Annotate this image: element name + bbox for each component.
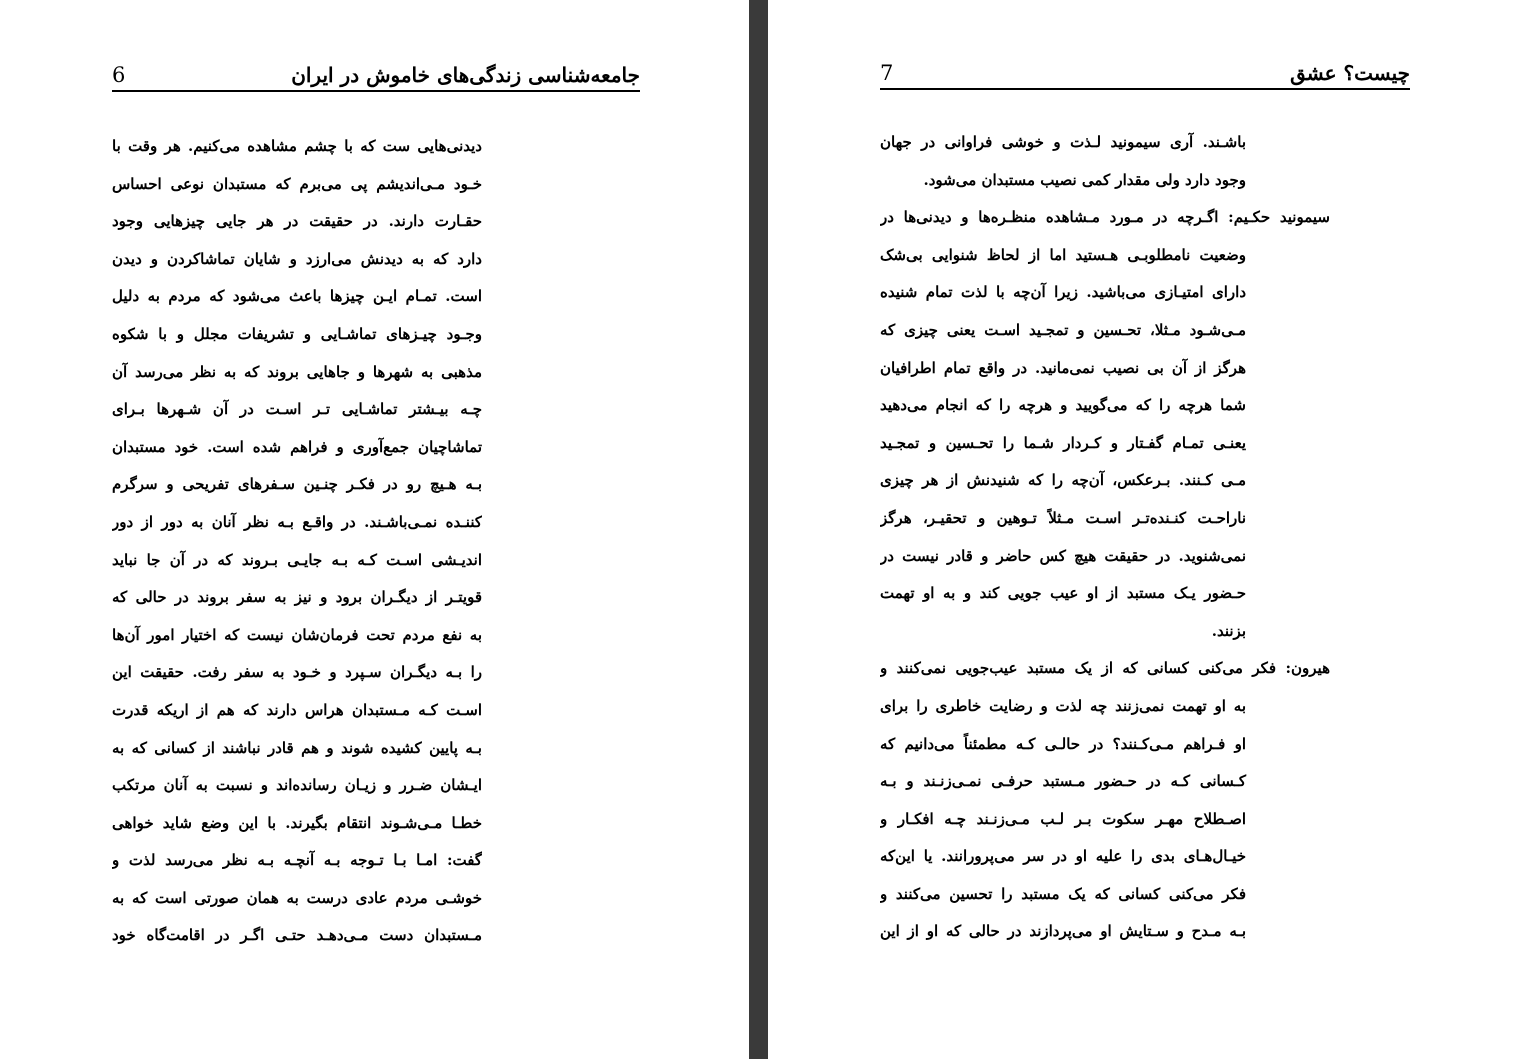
text-line: به او تهمت نمی‌زنند چه لذت و رضایت خاطری را برای [880, 696, 1246, 715]
text-line: دارای امتیـازی می‌باشید. زیرا آن‌چه با لذت تمام شنیده [880, 283, 1246, 302]
text-line: مـستبدان دست مـی‌دهـد حتـی اگـر در اقامت‌گاه خود [112, 926, 482, 945]
book-gutter [749, 0, 768, 1059]
text-line: خطـا مـی‌شـوند انتقام بگیرند. با این وضع شاید خواهی [112, 813, 482, 832]
text-line: بـه پایین کشیده شوند و هم قادر نباشند از کسانی که به [112, 738, 482, 757]
text-line: به نفع مردم تحت فرمان‌شان نیست که اختیار امور آن‌ها [112, 625, 482, 644]
left-page-number: 6 [112, 63, 126, 87]
text-line: کـسانی کـه در حـضور مـستبد حرفـی نمـی‌زنـند و بـه [880, 772, 1246, 791]
text-line: خیـال‌هـای بدی را علیه او در سر می‌پرورانند. یا این‌که [880, 847, 1246, 866]
text-line: بزنند. [1211, 621, 1246, 640]
text-line: نمی‌شنوید. در حقیقت هیچ کس حاضر و قادر نیست در [880, 546, 1246, 565]
text-line: یعنـی تمـام گفـتار و کـردار شـما را تحـسین و تمجـید [880, 433, 1246, 452]
text-line: قویتـر از دیگـران برود و نیز به سفر بروند در حالی که [112, 588, 482, 607]
text-line: اصـطلاح مهـر سکوت بـر لـب مـی‌زنـند چـه افکـار و [880, 809, 1246, 828]
right-page [768, 0, 1520, 1059]
speaker-line: هیرون: فکر می‌کنی کسانی که از یک مستبد عیب‌جویی نمی‌کنند و [880, 659, 1330, 678]
text-line: مـی‌شـود مـثلا، تحـسین و تمجـید اسـت یعنی چیزی که [880, 320, 1246, 339]
text-line: وجـود چیـزهای تماشـایی و تشریفات مجلل و با شکوه [112, 324, 482, 343]
text-line: چـه بیـشتر تماشـایی تـر اسـت در آن شـهرها بـرای [112, 400, 482, 419]
text-line: اندیـشی اسـت کـه بـه جایـی بـروند که در آن جا نباید [112, 550, 482, 569]
text-line: دارد که به دیدنش می‌ارزد و شایان تماشاکردن و دیدن [112, 249, 482, 268]
text-line: بـه مـدح و سـتایش او می‌پردازند در حالی که او از این [880, 922, 1246, 941]
text-line: باشـند. آری سیمونید لـذت و خوشی فراوانی در جهان [880, 133, 1246, 151]
text-line: او فـراهم مـی‌کـنند؟ در حالـی کـه مطمئناً می‌دانیم که [880, 734, 1246, 753]
text-line: تماشاچیان جمع‌آوری و فراهم شده است. خود مستبدان [112, 437, 482, 456]
right-body-text [880, 124, 1330, 951]
text-line: ناراحـت کنـنده‌تـر اسـت مـثلاً تـوهین و تحقیـر، هرگز [880, 508, 1246, 527]
text-line: کننـده نمـی‌باشـند. در واقـع بـه نظر آنان به دور از دور [112, 512, 482, 531]
text-line: خوشـی مردم عادی درست به همان صورتی است که به [112, 888, 482, 907]
text-line: فکر می‌کنی کسانی که یک مستبد را تحسین می‌کنند و [880, 884, 1246, 903]
text-line: بـه هـیچ رو در فکـر چنـین سـفرهای تفریحی و سرگرم [112, 475, 482, 494]
text-line: را بـه دیگـران سـپرد و خـود به سفر رفت. حقیقت این [112, 663, 482, 682]
text-line: حـضور یـک مستبد از او عیب جویی کند و به او تهمت [880, 584, 1246, 603]
text-line: وجود دارد ولی مقدار کمی نصیب مستبدان می‌شود. [923, 170, 1246, 189]
text-line: گفت: امـا بـا تـوجه بـه آنچـه بـه نظر می‌رسد لذت و [112, 851, 482, 870]
text-line: حقـارت دارند. در حقیقت در هر جایی چیزهایی وجود [112, 212, 482, 231]
speaker-line: سیمونید حکـیم: اگـرچه در مـورد مـشاهده منظـره‌ها و دیدنی‌ها در [880, 208, 1330, 227]
text-line: ایـشان ضـرر و زیـان رسانده‌اند و نسبت به آنان مرتکب [112, 776, 482, 795]
left-body-text [112, 128, 482, 955]
left-running-title: جامعه‌شناسی زندگی‌های خاموش در ایران [291, 63, 640, 87]
text-line: وضعیت نامطلوبـی هـستید اما از لحاظ شنوایی بی‌شک [880, 245, 1246, 264]
text-line: مـی کـنند. بـرعکس، آن‌چه را که شنیدنش از هر چیزی [880, 471, 1246, 490]
text-line: شما هرچه را که می‌گویید و هرچه را که انجام می‌دهید [880, 396, 1246, 415]
right-page-number: 7 [880, 61, 894, 85]
text-line: اسـت کـه مـستبدان هراس دارند که هم از اریکه قدرت [112, 700, 482, 719]
left-page [0, 0, 749, 1059]
left-page-header [112, 62, 640, 92]
right-page-header [880, 60, 1410, 90]
text-line: خـود مـی‌اندیشم پی می‌برم که مستبدان نوعی احساس [112, 174, 482, 193]
text-line: است. تمـام ایـن چیزها باعث می‌شود که مردم به دلیل [112, 287, 482, 306]
text-line: هرگز از آن بی نصیب نمی‌مانید. در واقع تمام اطرافیان [880, 358, 1246, 377]
text-line: دیدنی‌هایی ست که با چشم مشاهده می‌کنیم. هر وقت با [112, 137, 482, 155]
right-running-title: چیست؟ عشق [1290, 61, 1410, 85]
text-line: مذهبی به شهرها و جاهایی بروند که به نظر می‌رسد آن [112, 362, 482, 381]
